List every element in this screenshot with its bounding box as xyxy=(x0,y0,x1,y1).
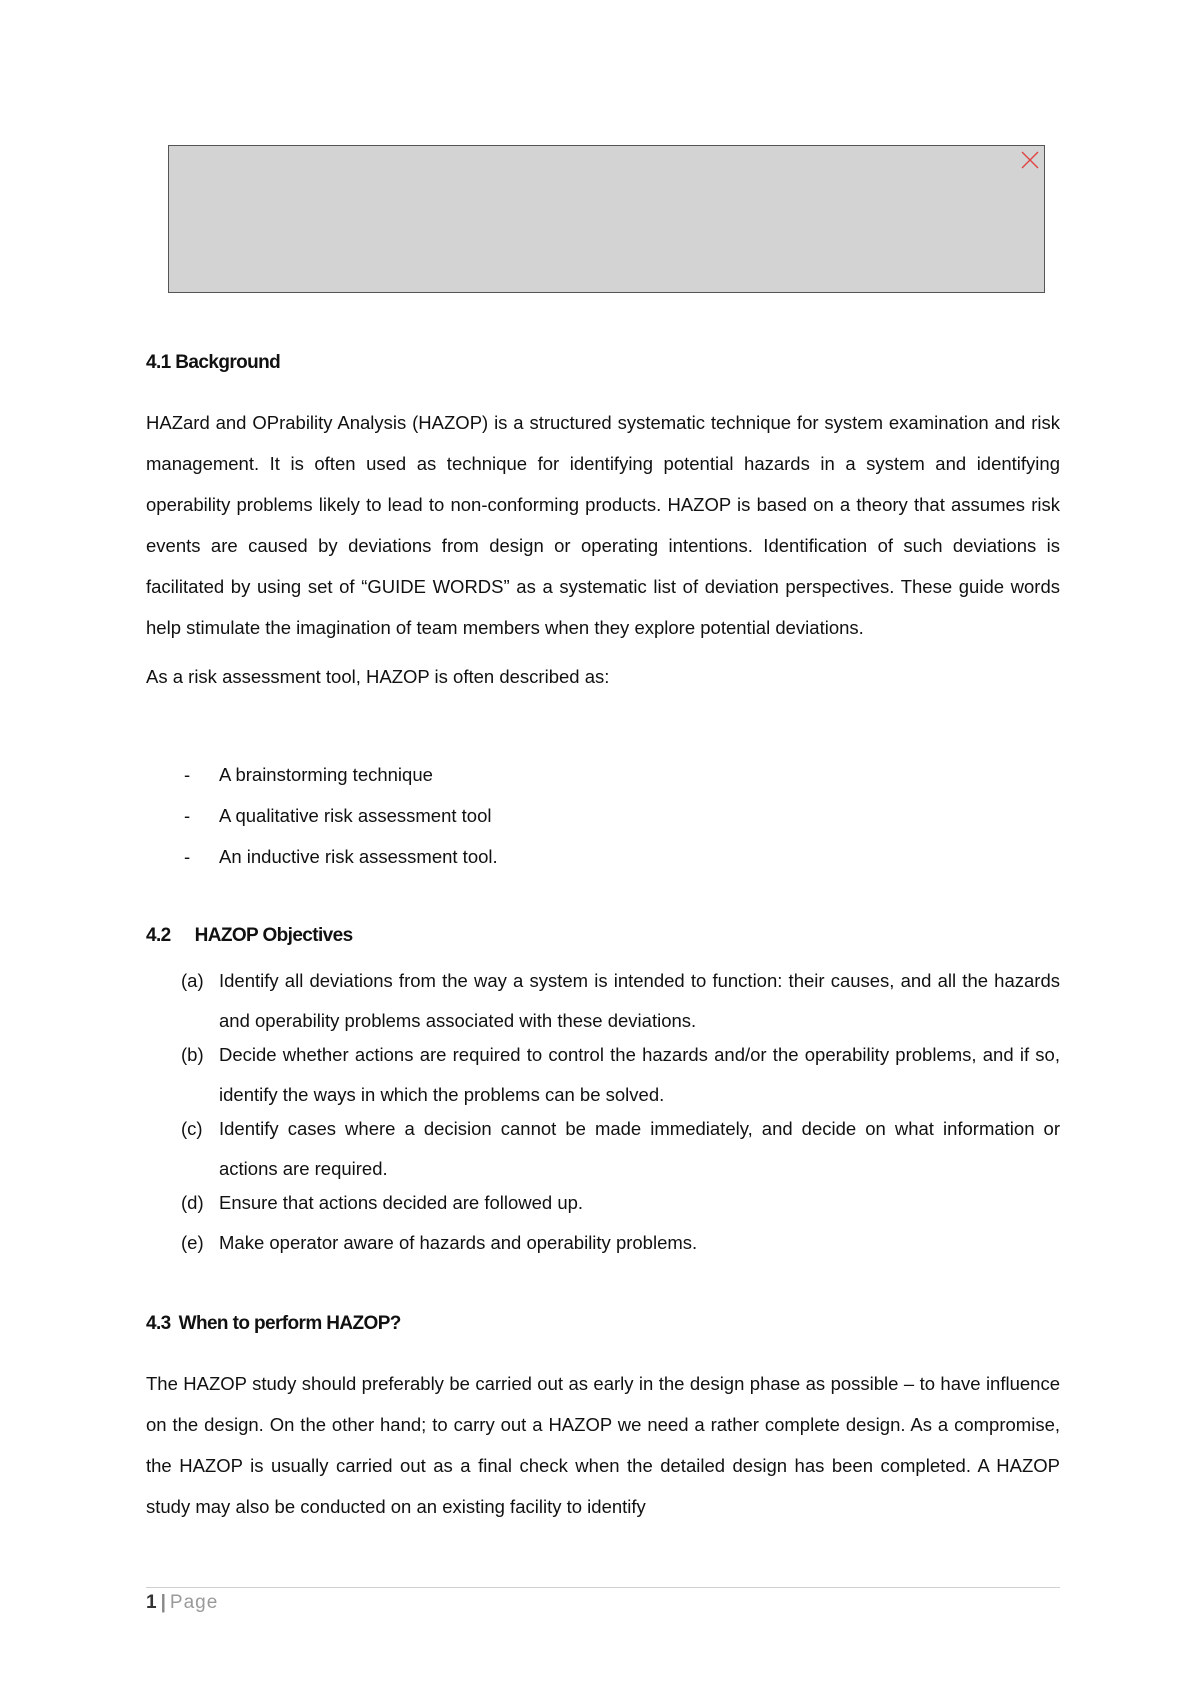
section-number: 4.3 xyxy=(146,1313,171,1334)
section-number: 4.2 xyxy=(146,925,171,946)
section-background-body xyxy=(146,402,1060,697)
list-item-text: A brainstorming technique xyxy=(219,764,433,785)
objective-item xyxy=(146,1035,1060,1115)
objectives-list xyxy=(146,961,1060,1263)
objective-text: Identify all deviations from the way a system is intended to function: their causes, and all the hazards and operability problems associated with these deviations. xyxy=(219,970,1060,1031)
objective-marker: (a) xyxy=(181,970,204,991)
background-paragraph: HAZard and OPrability Analysis (HAZOP) is a structured systematic technique for system examination and risk management. It is often used as technique for identifying potential hazards in a system and identifying operability problems likely to lead to non-conforming products. HAZOP is based on a theory that assumes risk events are caused by deviations from design or operating intentions. Identification of such deviations is facilitated by using set of “GUIDE WORDS” as a systematic list of deviation perspectives. These guide words help stimulate the imagination of team members when they explore potential deviations. xyxy=(146,412,1060,638)
broken-image-placeholder xyxy=(168,145,1045,293)
objective-text: Make operator aware of hazards and operability problems. xyxy=(219,1232,698,1253)
description-list xyxy=(146,754,498,877)
dash-bullet: - xyxy=(184,846,191,867)
section-when-body xyxy=(146,1363,1060,1527)
dash-bullet: - xyxy=(184,805,191,826)
close-icon xyxy=(1019,149,1041,171)
objective-item xyxy=(146,1109,1060,1189)
section-heading-objectives xyxy=(146,925,353,947)
list-item xyxy=(146,795,498,836)
section-title: When to perform HAZOP? xyxy=(178,1313,401,1334)
objective-text: Identify cases where a decision cannot be made immediately, and decide on what information or actions are required. xyxy=(219,1118,1060,1179)
objective-text: Decide whether actions are required to control the hazards and/or the operability problems, and if so, identify the ways in which the problems can be solved. xyxy=(219,1044,1060,1105)
objective-marker: (c) xyxy=(181,1118,203,1139)
dash-bullet: - xyxy=(184,764,191,785)
page-footer xyxy=(146,1586,218,1620)
objective-marker: (d) xyxy=(181,1192,204,1213)
footer-divider xyxy=(146,1587,1060,1588)
section-heading-when xyxy=(146,1313,401,1335)
list-item-text: A qualitative risk assessment tool xyxy=(219,805,492,826)
objective-marker: (b) xyxy=(181,1044,204,1065)
section-title: HAZOP Objectives xyxy=(194,925,353,946)
list-item-text: An inductive risk assessment tool. xyxy=(219,846,498,867)
page-number: 1 xyxy=(146,1592,157,1613)
footer-separator: | xyxy=(160,1592,166,1613)
objective-marker: (e) xyxy=(181,1232,204,1253)
objective-item xyxy=(146,961,1060,1041)
objective-item xyxy=(146,1223,1060,1263)
page-label: Page xyxy=(169,1592,219,1613)
tool-description-paragraph: As a risk assessment tool, HAZOP is often described as: xyxy=(146,666,610,687)
list-item xyxy=(146,836,498,877)
list-item xyxy=(146,754,498,795)
section-heading-background: 4.1 Background xyxy=(146,352,281,373)
objective-text: Ensure that actions decided are followed up. xyxy=(219,1192,584,1213)
when-paragraph: The HAZOP study should preferably be carried out as early in the design phase as possible – to have influence on the design. On the other hand; to carry out a HAZOP we need a rather complete design. As a compromise, the HAZOP is usually carried out as a final check when the detailed design has been completed. A HAZOP study may also be conducted on an existing facility to identify xyxy=(146,1373,1060,1517)
objective-item xyxy=(146,1183,1060,1223)
